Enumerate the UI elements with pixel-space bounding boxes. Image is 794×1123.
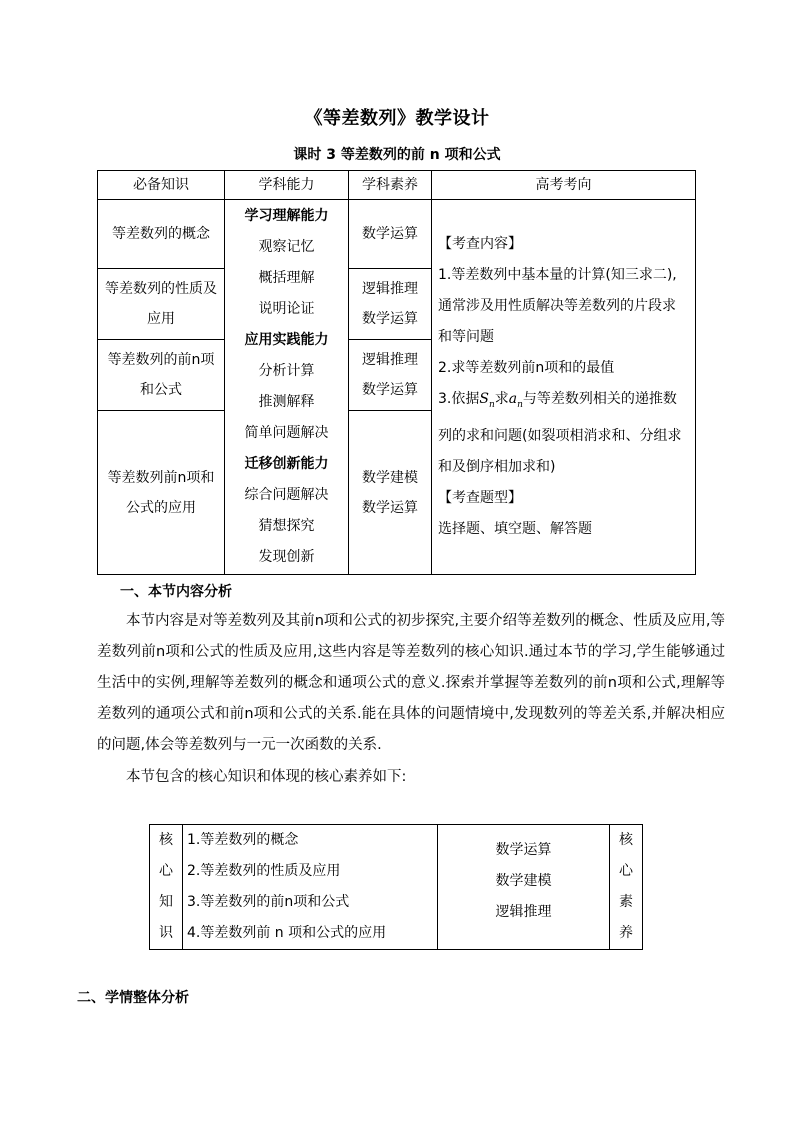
core-literacy-item: 逻辑推理 xyxy=(495,904,552,920)
literacy-item: 逻辑推理 xyxy=(362,281,418,297)
literacy-cell xyxy=(349,340,432,411)
exam-item-1: 1.等差数列中基本量的计算(知三求二),通常涉及用性质解决等差数列的片段求和等问题 xyxy=(438,267,677,346)
literacy-item: 逻辑推理 xyxy=(362,352,418,368)
literacy-item: 数学运算 xyxy=(362,382,418,398)
ability-item: 简单问题解决 xyxy=(244,425,329,441)
header-literacy: 学科素养 xyxy=(349,171,432,200)
section-heading: 一、本节内容分析 xyxy=(120,584,232,600)
math-sub: n xyxy=(517,399,523,410)
math-s: S xyxy=(479,391,489,408)
knowledge-cell: 等差数列前n项和公式的应用 xyxy=(98,411,225,575)
exam-item-3-prefix: 3.依据 xyxy=(438,391,480,408)
core-knowledge-list xyxy=(183,825,438,950)
literacy-item: 数学运算 xyxy=(362,311,418,327)
header-exam: 高考考向 xyxy=(432,171,696,200)
literacy-cell xyxy=(349,411,432,575)
ability-item: 迁移创新能力 xyxy=(244,456,329,472)
label-char: 养 xyxy=(619,925,633,941)
literacy-item: 数学运算 xyxy=(362,226,418,242)
label-char: 素 xyxy=(619,894,633,910)
overview-header-row xyxy=(98,171,696,200)
ability-item: 观察记忆 xyxy=(258,239,315,255)
ability-item: 应用实践能力 xyxy=(244,332,329,348)
math-sub: n xyxy=(488,399,495,410)
core-row xyxy=(150,825,643,950)
ability-cell xyxy=(225,200,349,575)
core-literacy-item: 数学建模 xyxy=(495,873,552,889)
ability-item: 说明论证 xyxy=(258,301,315,317)
section-heading: 二、学情整体分析 xyxy=(77,990,189,1006)
exam-content-heading: 【考查内容】 xyxy=(438,236,522,253)
label-char: 核 xyxy=(619,832,633,848)
exam-type-heading: 【考查题型】 xyxy=(438,489,522,506)
document-title: 《等差数列》教学设计 xyxy=(304,108,490,129)
document-subtitle: 课时 3 等差数列的前 n 项和公式 xyxy=(293,147,501,163)
label-char: 核 xyxy=(159,832,173,848)
core-literacy-item: 数学运算 xyxy=(495,842,552,858)
core-knowledge-item: 3.等差数列的前n项和公式 xyxy=(187,894,350,910)
exam-item-3-mid: 求 xyxy=(494,391,509,408)
math-a: a xyxy=(508,391,518,408)
literacy-item: 数学运算 xyxy=(362,499,418,516)
ability-item: 猜想探究 xyxy=(258,518,315,534)
exam-item-2: 2.求等差数列前n项和的最值 xyxy=(438,360,615,377)
paragraph-text: 本节包含的核心知识和体现的核心素养如下: xyxy=(126,769,407,785)
exam-types: 选择题、填空题、解答题 xyxy=(438,520,592,537)
literacy-cell xyxy=(349,269,432,340)
label-char: 心 xyxy=(619,863,633,879)
core-literacy-list xyxy=(438,825,610,950)
core-knowledge-item: 1.等差数列的概念 xyxy=(187,832,299,848)
paragraph-text: 本节内容是对等差数列及其前n项和公式的初步探究,主要介绍等差数列的概念、性质及应用,等差数列前n项和公式的性质及应用,这些内容是等差数列的核心知识.通过本节的学习,学生能够通过生活中的实例,理解等差数列的概念和通项公式的意义.探索并掌握等差数列的前n项和公式,理解等差数列的通项公式和前n项和公式的关系.能在具体的问题情境中,发现数列的等差关系,并解决相应的问题,体会等差数列与一元一次函数的关系. xyxy=(97,613,725,753)
header-knowledge: 必备知识 xyxy=(98,171,225,200)
exam-cell xyxy=(432,200,696,575)
core-literacy-label xyxy=(610,825,643,950)
section-paragraph xyxy=(97,762,725,793)
section-paragraph xyxy=(97,606,725,761)
exam-item-3 xyxy=(438,384,689,483)
exam-item-3-suffix: 与等差数列相关的递推数列的求和问题(如裂项相消求和、分组求和及倒序相加求和) xyxy=(438,391,682,475)
ability-item: 学习理解能力 xyxy=(244,208,329,224)
core-table xyxy=(149,824,643,950)
label-char: 知 xyxy=(159,894,173,910)
overview-table xyxy=(97,170,696,575)
literacy-cell xyxy=(349,200,432,269)
knowledge-cell: 等差数列的性质及应用 xyxy=(98,269,225,340)
ability-item: 发现创新 xyxy=(258,549,315,565)
core-knowledge-item: 4.等差数列前 n 项和公式的应用 xyxy=(187,925,387,941)
knowledge-cell: 等差数列的前n项和公式 xyxy=(98,340,225,411)
core-knowledge-label xyxy=(150,825,183,950)
ability-item: 综合问题解决 xyxy=(244,487,329,503)
core-knowledge-item: 2.等差数列的性质及应用 xyxy=(187,863,341,879)
ability-item: 概括理解 xyxy=(258,270,315,286)
header-ability: 学科能力 xyxy=(225,171,349,200)
ability-item: 分析计算 xyxy=(258,363,315,379)
literacy-item: 数学建模 xyxy=(362,469,418,486)
label-char: 识 xyxy=(159,925,173,941)
ability-item: 推测解释 xyxy=(258,394,315,410)
label-char: 心 xyxy=(159,863,173,879)
knowledge-cell: 等差数列的概念 xyxy=(98,200,225,269)
overview-row xyxy=(98,200,696,269)
